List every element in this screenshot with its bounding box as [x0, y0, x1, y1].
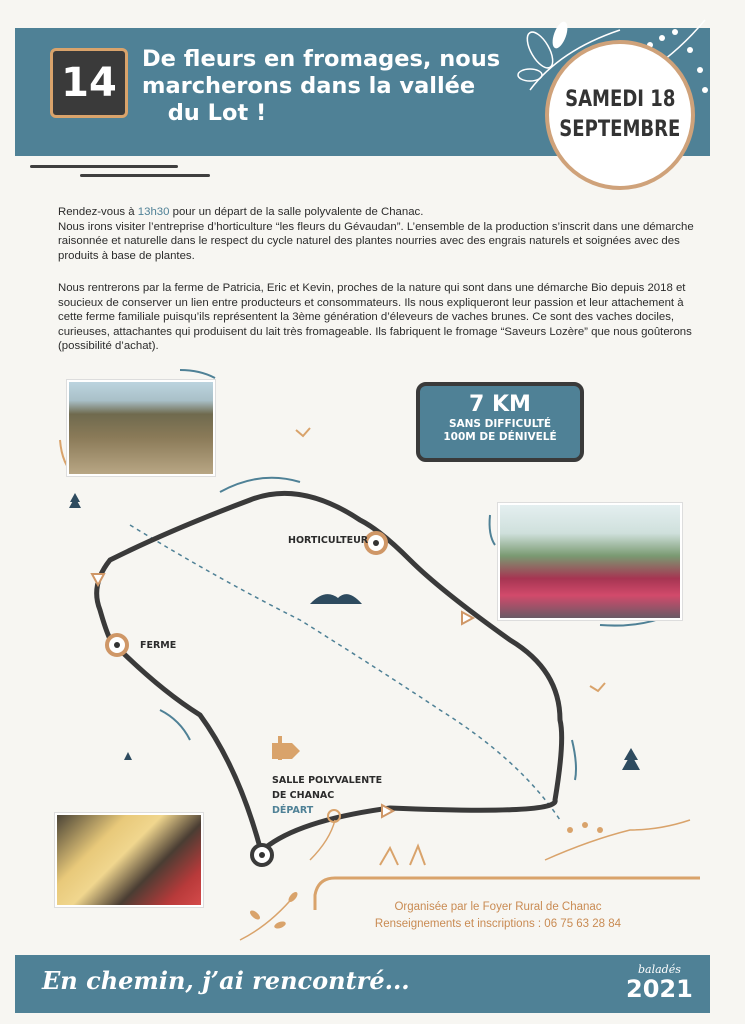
text-span: Rendez-vous à: [58, 206, 138, 218]
greenhouse-photo: [498, 503, 682, 620]
intro-paragraph: [58, 205, 694, 263]
text-span: pour un départ de la salle polyvalente de Chanac.: [169, 206, 424, 218]
date-badge: [545, 40, 695, 190]
walk-number: 14: [50, 48, 128, 118]
year: 2021: [626, 975, 693, 1003]
brand-label: baladés: [638, 963, 681, 976]
slogan: En chemin, j’ai rencontré...: [42, 966, 410, 995]
divider: [80, 174, 210, 177]
cheese-photo: [55, 813, 203, 907]
title-line: marcherons dans la vallée: [142, 73, 476, 99]
organizer: Organisée par le Foyer Rural de Chanac: [394, 901, 602, 913]
contact-phone: Renseignements et inscriptions : 06 75 63 28 84: [374, 918, 622, 930]
organizer-info: [338, 899, 658, 933]
label-start: [272, 773, 382, 818]
date-month: SEPTEMBRE: [559, 117, 681, 142]
paragraph: Nous rentrerons par la ferme de Patricia, Eric et Kevin, proches de la nature qui sont dans une démarche Bio depuis 2018 et soucieux de conserver un lien entre producteurs et consommateurs. Ils nous expliqueront leur passion et leur attachement à cette ferme familiale puisqu’ils représentent la 3ème génération d’éleveurs de vaches brunes. Ce sont des vaches dociles, curieuses, attachantes qui produisent du lait très fromageable. Ils fabriquent le fromage “Saveurs Lozère” que nous goûterons (possibilité d’achat).: [58, 282, 692, 353]
elevation: 100M DE DÉNIVELÉ: [443, 431, 557, 443]
start-line: DE CHANAC: [272, 790, 335, 801]
title-line: du Lot !: [167, 100, 267, 126]
farm-paragraph: [58, 281, 694, 354]
divider: [30, 165, 178, 168]
start-departure: DÉPART: [272, 805, 314, 816]
date-day: SAMEDI 18: [564, 87, 676, 112]
difficulty: SANS DIFFICULTÉ: [448, 418, 552, 430]
arrow-marker: [92, 574, 104, 585]
label-horticulteur: HORTICULTEUR: [288, 535, 369, 546]
label-ferme: FERME: [140, 640, 177, 651]
path-photo: [67, 380, 215, 476]
distance-badge: [416, 382, 584, 462]
meeting-time: 13h30: [137, 206, 170, 218]
paragraph: Nous irons visiter l’entreprise d’horticulture “les fleurs du Gévaudan”. L’ensemble de la production s’inscrit dans une démarche raisonnée et naturelle dans le respect du cycle naturel des plantes nourries avec des engrais naturels et soignées avec des produits à base de plantes.: [58, 220, 694, 262]
branch-icon: [235, 885, 315, 945]
distance-value: 7 KM: [469, 392, 531, 417]
title-line: De fleurs en fromages, nous: [142, 46, 501, 72]
page-title: [142, 46, 527, 127]
start-line: SALLE POLYVALENTE: [272, 775, 383, 786]
